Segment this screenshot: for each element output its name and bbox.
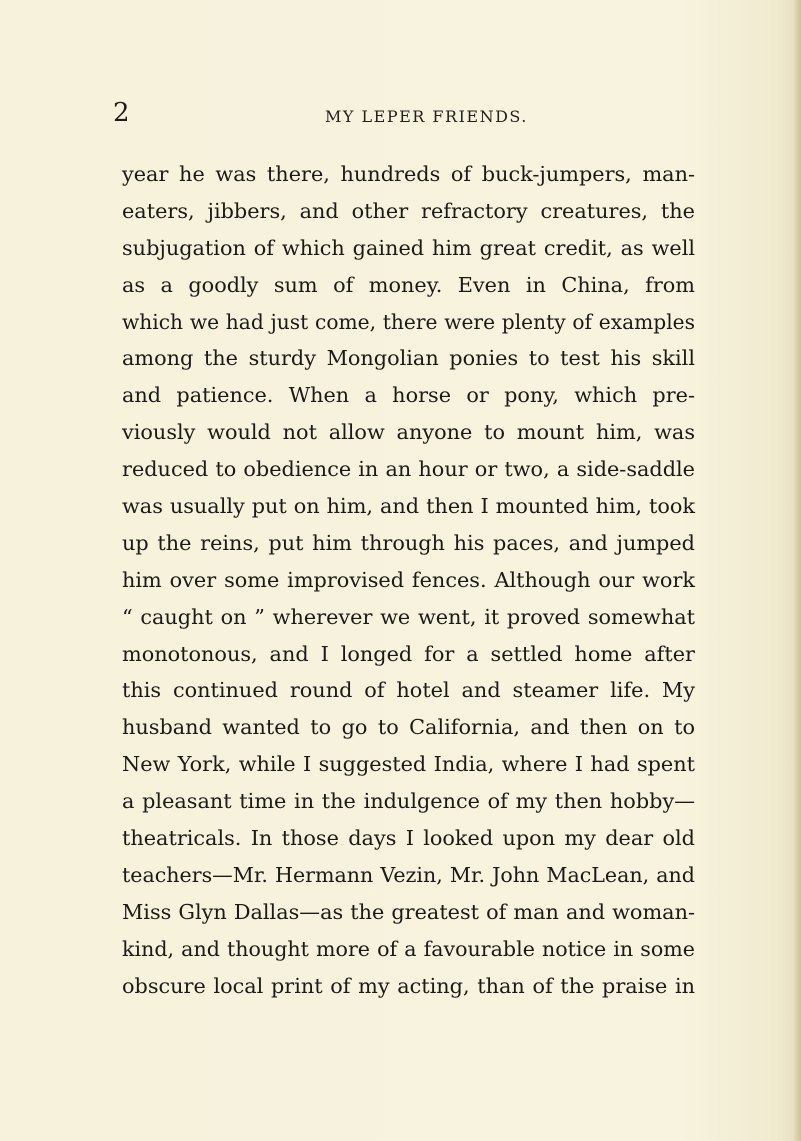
text-line: obscure local print of my acting, than of the praise in: [122, 973, 695, 998]
text-line: reduced to obedience in an hour or two, a side-saddle: [122, 457, 695, 482]
text-line: year he was there, hundreds of buck-jumpers, man-: [122, 162, 695, 186]
text-line: up the reins, put him through his paces, and jumped: [122, 530, 695, 555]
text-line: this continued round of hotel and steamer life. My: [122, 678, 695, 703]
text-line: husband wanted to go to California, and then on to: [122, 715, 695, 740]
text-line: was usually put on him, and then I mounted him, took: [122, 494, 695, 519]
text-line: subjugation of which gained him great credit, as well: [122, 235, 695, 260]
body-text: [122, 156, 695, 1004]
running-title: MY LEPER FRIENDS.: [325, 107, 528, 126]
text-line: teachers—Mr. Hermann Vezin, Mr. John MacLean, and: [122, 862, 695, 887]
text-line: and patience. When a horse or pony, which pre-: [122, 383, 695, 408]
text-line: him over some improvised fences. Although our work: [122, 567, 695, 592]
text-line: “ caught on ” wherever we went, it proved somewhat: [122, 604, 695, 629]
text-line: monotonous, and I longed for a settled home after: [122, 641, 695, 666]
text-line: which we had just come, there were plenty of examples: [122, 309, 695, 334]
page-edge-shadow: [793, 0, 801, 1141]
text-line: New York, while I suggested India, where I had spent: [122, 752, 695, 777]
text-line: a pleasant time in the indulgence of my then hobby—: [122, 789, 695, 814]
page-header: [0, 98, 801, 138]
text-line: as a goodly sum of money. Even in China, from: [122, 272, 695, 297]
text-line: Miss Glyn Dallas—as the greatest of man and woman-: [122, 899, 695, 924]
text-line: eaters, jibbers, and other refractory creatures, the: [122, 198, 695, 223]
text-line: among the sturdy Mongolian ponies to test his skill: [122, 346, 695, 371]
text-line: theatricals. In those days I looked upon my dear old: [122, 826, 695, 851]
text-line: viously would not allow anyone to mount him, was: [122, 420, 695, 445]
page-number: 2: [113, 98, 130, 128]
text-line: kind, and thought more of a favourable notice in some: [122, 936, 695, 961]
